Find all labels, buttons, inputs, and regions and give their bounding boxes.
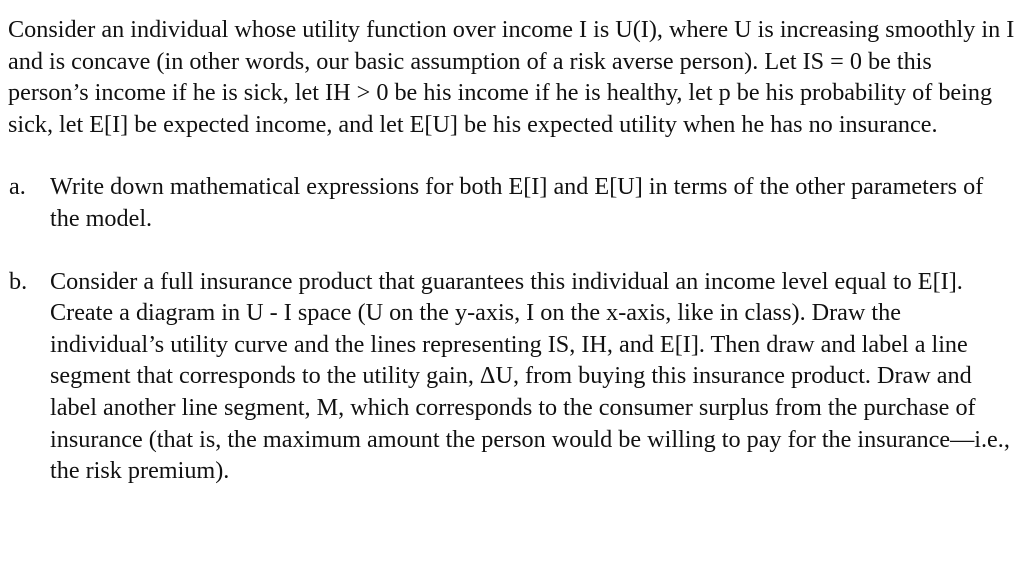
question-b [8,266,1016,487]
question-list [8,171,1016,486]
question-a [8,171,1016,234]
question-a-text: Write down mathematical expressions for both E[I] and E[U] in terms of the other parameters of the model. [50,173,984,232]
question-b-text: Consider a full insurance product that guarantees this individual an income level equal to E[I]. Create a diagram in U - I space (U on the y-axis, I on the x-axis, like in class). Draw the individual’s utility curve and the lines representing IS, IH, and E[I]. Then draw and label a line segment that corresponds to the utility gain, ΔU, from buying this insurance product. Draw and label another line segment, M, which corresponds to the consumer surplus from the purchase of insurance (that is, the maximum amount the person would be willing to pay for the insurance—i.e., the risk premium). [50,267,1010,485]
question-a-marker: a. [9,173,26,201]
problem-intro: Consider an individual whose utility function over income I is U(I), where U is increasing smoothly in I and is concave (in other words, our basic assumption of a risk averse person). Let IS = 0 be this person’s income if he is sick, let IH > 0 be his income if he is healthy, let p be his probability of being sick, let E[I] be expected income, and let E[U] be his expected utility when he has no insurance. [8,16,1015,138]
question-b-marker: b. [9,267,28,295]
